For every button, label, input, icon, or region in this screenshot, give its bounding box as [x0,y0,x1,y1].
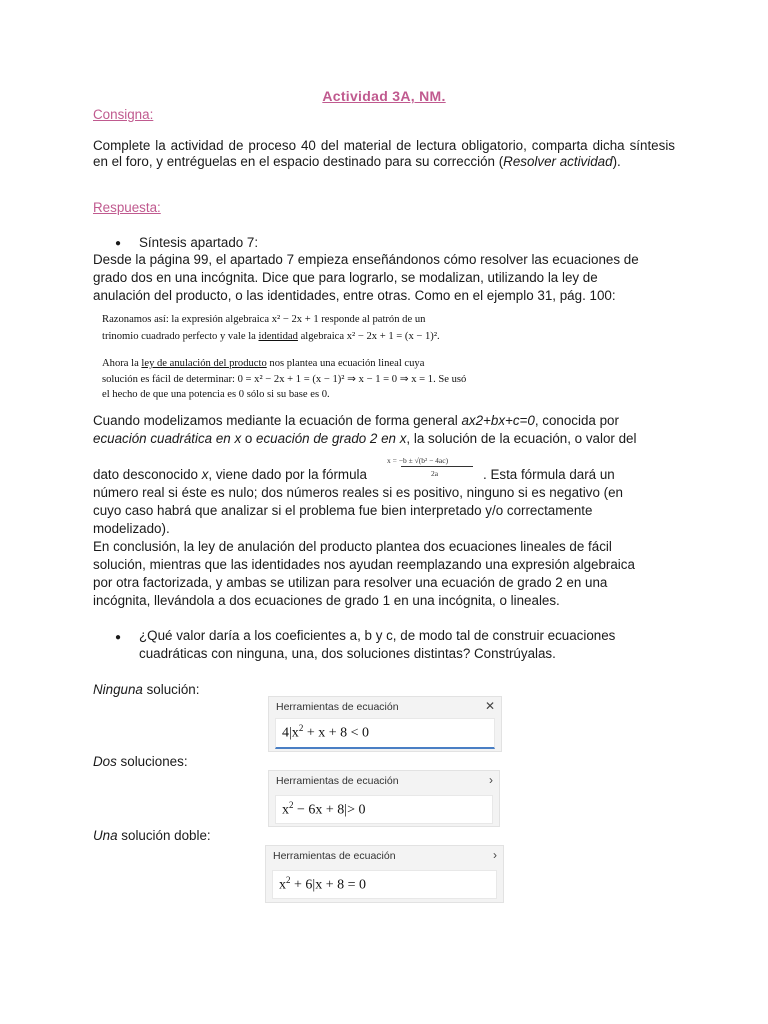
paragraph-line: anulación del producto, o las identidades, entre otras. Como en el ejemplo 31, pág. 100: [93,288,616,303]
label-dos [93,754,188,770]
quadratic-formula-image [387,454,479,484]
text-italic: ax2+bx+c=0 [461,413,535,428]
label-ninguna [93,682,199,698]
text-run: dato desconocido [93,467,202,482]
paragraph-line: En conclusión, la ley de anulación del producto plantea dos ecuaciones lineales de fácil [93,539,612,554]
label-italic: Dos [93,754,117,769]
bullet-synthesis: Síntesis apartado 7: [139,235,259,250]
paragraph-line: número real si éste es nulo; dos números reales si es positivo, ninguno si es negativo (en [93,485,623,500]
equation-expression [282,723,369,742]
paragraph-line: grado dos en una incógnita. Dice que para lograrlo, se modalizan, utilizando la ley de [93,270,598,285]
label-text: soluciones: [116,754,188,769]
paragraph-line: solución, mientras que las identidades nos ayudan reemplazando una expresión algebraica [93,557,635,572]
text-run: , viene dado por la fórmula [208,467,367,482]
eq-term: x [282,802,289,818]
paragraph-line: . Esta fórmula dará un [483,467,615,482]
eq-term: + 6|x + 8 = 0 [290,877,366,893]
text-italic: ecuación de grado 2 en x [256,431,407,446]
paragraph-line: por otra factorizada, y ambas se utilizan para resolver una ecuación de grado 2 en una [93,575,608,590]
text-italic: x [201,467,209,482]
label-italic: Una [93,828,118,843]
excerpt-text: Ahora la [102,358,142,369]
text-run: , la solución de la ecuación, o valor del [406,431,637,446]
chevron-right-icon[interactable]: › [489,773,493,787]
page-title: Actividad 3A, NM. [322,88,446,104]
eq-term: 4|x [282,725,299,741]
label-italic: Ninguna [93,682,143,697]
bullet-icon: ● [115,238,122,249]
label-una [93,828,211,844]
text-run: Cuando modelizamos mediante la ecuación de forma general [93,413,462,428]
label-text: solución: [142,682,200,697]
close-icon[interactable]: ✕ [484,699,495,713]
bullet-icon: ● [115,632,122,643]
paragraph-line [93,431,636,447]
equation-input[interactable] [275,718,495,749]
excerpt-line: solución es fácil de determinar: 0 = x² − 2x + 1 = (x − 1)² ⇒ x − 1 = 0 ⇒ x = 1. Se usó [102,374,467,385]
paragraph-line: modelizado). [93,521,170,536]
paragraph-line: incógnita, llevándola a dos ecuaciones de grado 1 en una incógnita, o lineales. [93,593,560,608]
excerpt-underlined: ley de anulación del producto [141,358,267,369]
equation-tool-una [265,845,504,903]
equation-input[interactable] [275,795,493,824]
eq-exponent: 2 [289,800,294,810]
equation-tool-dos [268,770,500,827]
text-italic: ecuación cuadrática en x [93,431,242,446]
equation-input[interactable] [272,870,497,899]
excerpt-text: nos plantea una ecuación lineal cuya [266,358,425,369]
excerpt-line [102,357,424,370]
consigna-text [93,138,675,170]
consigna-text-part1: Complete la actividad de proceso 40 del material de lectura obligatorio, comparta dicha síntesis en el foro, y entréguelas en el espacio destinado para su corrección ( [93,138,675,169]
equation-tool-title: Herramientas de ecuación [273,850,396,862]
consigna-text-part2: ). [612,154,621,169]
consigna-italic: Resolver actividad [503,154,613,169]
excerpt-line: Razonamos así: la expresión algebraica x² − 2x + 1 responde al patrón de un [102,314,426,325]
equation-expression [279,875,366,894]
text-run: , conocida por [534,413,619,428]
excerpt-text: trinomio cuadrado perfecto y vale la [102,331,259,342]
excerpt-underlined: identidad [258,331,298,342]
excerpt-text: algebraica x² − 2x + 1 = (x − 1)². [297,331,440,342]
paragraph-line [93,467,367,483]
equation-tool-ninguna [268,696,502,752]
excerpt-line: el hecho de que una potencia es 0 sólo si su base es 0. [102,389,330,400]
equation-tool-title: Herramientas de ecuación [276,701,399,713]
bullet-question-line: cuadráticas con ninguna, una, dos soluciones distintas? Constrúyalas. [139,646,556,661]
eq-term: x [279,877,286,893]
eq-term: − 6x + 8|> 0 [293,802,366,818]
chevron-right-icon[interactable]: › [493,848,497,862]
formula-numerator: x = −b ± √(b² − 4ac) [387,456,449,465]
equation-tool-title: Herramientas de ecuación [276,775,399,787]
eq-exponent: 2 [286,875,291,885]
respuesta-label: Respuesta: [93,200,161,215]
excerpt-line [102,330,440,343]
equation-expression [282,800,366,819]
paragraph-line: cuyo caso habrá que analizar si el problema fue bien interpretado y/o correctamente [93,503,593,518]
label-text: solución doble: [117,828,211,843]
fraction-bar [401,466,473,467]
scanned-excerpt-image [98,311,502,403]
formula-denominator: 2a [431,469,439,478]
text-run: o [241,431,257,446]
consigna-label: Consigna: [93,107,154,122]
paragraph-line [93,413,619,429]
eq-term: + x + 8 < 0 [303,725,369,741]
eq-exponent: 2 [298,723,304,733]
paragraph-line: Desde la página 99, el apartado 7 empieza enseñándonos cómo resolver las ecuaciones de [93,252,639,267]
bullet-question-line: ¿Qué valor daría a los coeficientes a, b y c, de modo tal de construir ecuaciones [139,628,616,643]
